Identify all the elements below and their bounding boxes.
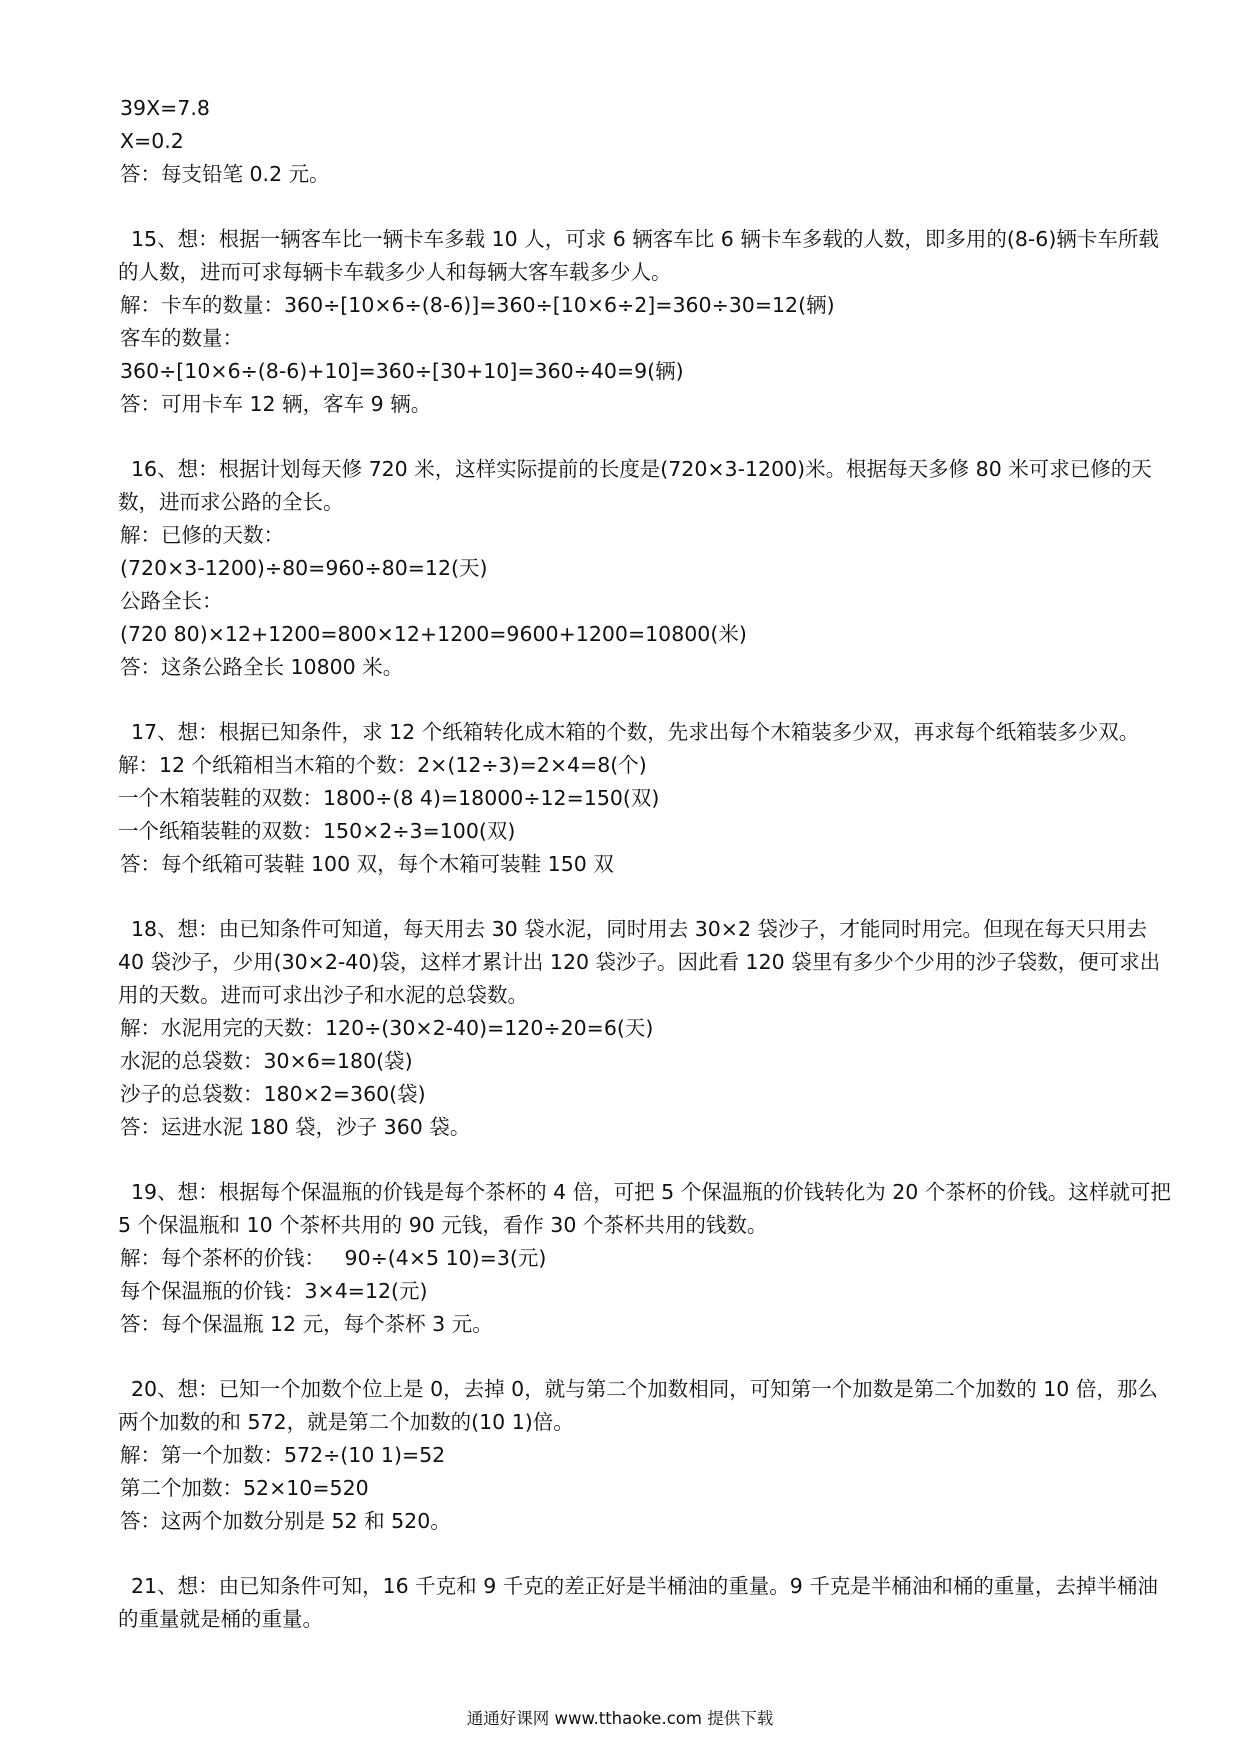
answer-block-18 (118, 913, 1173, 1144)
solution-line: 一个纸箱装鞋的双数：150×2÷3=100(双) (118, 819, 516, 843)
solution-line: 客车的数量： (120, 326, 243, 350)
reasoning-paragraph: 15、想：根据一辆客车比一辆卡车多载 10 人，可求 6 辆客车比 6 辆卡车多载的人数，即多用的(8-6)辆卡车所载的人数，进而可求每辆卡车载多少人和每辆大客车载多少人。 (118, 227, 1159, 284)
solution-line: 解：第一个加数：572÷(10 1)=52 (120, 1443, 446, 1467)
solution-line: 解：卡车的数量：360÷[10×6÷(8-6)]=360÷[10×6÷2]=360÷30=12(辆) (120, 293, 835, 317)
equation-line: 39X=7.8 (120, 96, 210, 120)
answer-block-16 (118, 453, 1173, 684)
solution-line: 每个保温瓶的价钱：3×4=12(元) (120, 1279, 428, 1303)
answer-line: 答：运进水泥 180 袋，沙子 360 袋。 (120, 1115, 471, 1139)
answer-block-17 (118, 716, 1173, 881)
solution-line: 公路全长： (120, 589, 223, 613)
solution-line: 解：水泥用完的天数：120÷(30×2-40)=120÷20=6(天) (120, 1016, 654, 1040)
solution-line: 水泥的总袋数：30×6=180(袋) (120, 1049, 413, 1073)
reasoning-paragraph: 21、想：由已知条件可知，16 千克和 9 千克的差正好是半桶油的重量。9 千克是半桶油和桶的重量，去掉半桶油的重量就是桶的重量。 (118, 1574, 1158, 1631)
page-footer: 通通好课网 www.tthaoke.com 提供下载 (466, 1709, 774, 1728)
answer-text-body (118, 92, 1173, 1636)
answer-block-20 (118, 1373, 1173, 1538)
answer-block-21 (118, 1570, 1173, 1636)
answer-line: 答：每个纸箱可装鞋 100 双，每个木箱可装鞋 150 双 (120, 852, 614, 876)
reasoning-paragraph: 20、想：已知一个加数个位上是 0，去掉 0，就与第二个加数相同，可知第一个加数是第二个加数的 10 倍，那么两个加数的和 572，就是第二个加数的(10 1)倍。 (118, 1377, 1158, 1434)
solution-line: 第二个加数：52×10=520 (120, 1476, 369, 1500)
solution-line: 沙子的总袋数：180×2=360(袋) (120, 1082, 426, 1106)
answer-block-14 (118, 92, 1173, 191)
answer-block-15 (118, 223, 1173, 421)
answer-line: 答：每支铅笔 0.2 元。 (120, 162, 330, 186)
solution-line: 解：每个茶杯的价钱： 90÷(4×5 10)=3(元) (120, 1246, 547, 1270)
reasoning-paragraph: 18、想：由已知条件可知道，每天用去 30 袋水泥，同时用去 30×2 袋沙子，才能同时用完。但现在每天只用去 40 袋沙子，少用(30×2-40)袋，这样才累计出 120 袋沙子。因此看 120 袋里有多少个少用的沙子袋数，便可求出用的天数。进而可求出沙子和水泥的总袋数。 (118, 917, 1161, 1007)
answer-line: 答：这两个加数分别是 52 和 520。 (120, 1509, 451, 1533)
solution-line: 一个木箱装鞋的双数：1800÷(8 4)=18000÷12=150(双) (118, 786, 660, 810)
solution-line: (720 80)×12+1200=800×12+1200=9600+1200=10800(米) (120, 622, 747, 646)
answer-line: 答：每个保温瓶 12 元，每个茶杯 3 元。 (120, 1312, 493, 1336)
reasoning-paragraph: 19、想：根据每个保温瓶的价钱是每个茶杯的 4 倍，可把 5 个保温瓶的价钱转化为 20 个茶杯的价钱。这样就可把 5 个保温瓶和 10 个茶杯共用的 90 元钱，看作 30 个茶杯共用的钱数。 (118, 1180, 1171, 1237)
answer-block-19 (118, 1176, 1173, 1341)
solution-line: 解：12 个纸箱相当木箱的个数：2×(12÷3)=2×4=8(个) (118, 753, 647, 777)
solution-line: 解：已修的天数： (120, 523, 284, 547)
reasoning-paragraph: 16、想：根据计划每天修 720 米，这样实际提前的长度是(720×3-1200)米。根据每天多修 80 米可求已修的天数，进而求公路的全长。 (118, 457, 1152, 514)
reasoning-paragraph: 17、想：根据已知条件，求 12 个纸箱转化成木箱的个数，先求出每个木箱装多少双，再求每个纸箱装多少双。 (131, 720, 1140, 744)
answer-line: 答：可用卡车 12 辆，客车 9 辆。 (120, 392, 432, 416)
solution-line: (720×3-1200)÷80=960÷80=12(天) (120, 556, 488, 580)
answer-line: 答：这条公路全长 10800 米。 (120, 655, 404, 679)
solution-line: 360÷[10×6÷(8-6)+10]=360÷[30+10]=360÷40=9(辆) (120, 359, 684, 383)
equation-line: X=0.2 (120, 129, 184, 153)
